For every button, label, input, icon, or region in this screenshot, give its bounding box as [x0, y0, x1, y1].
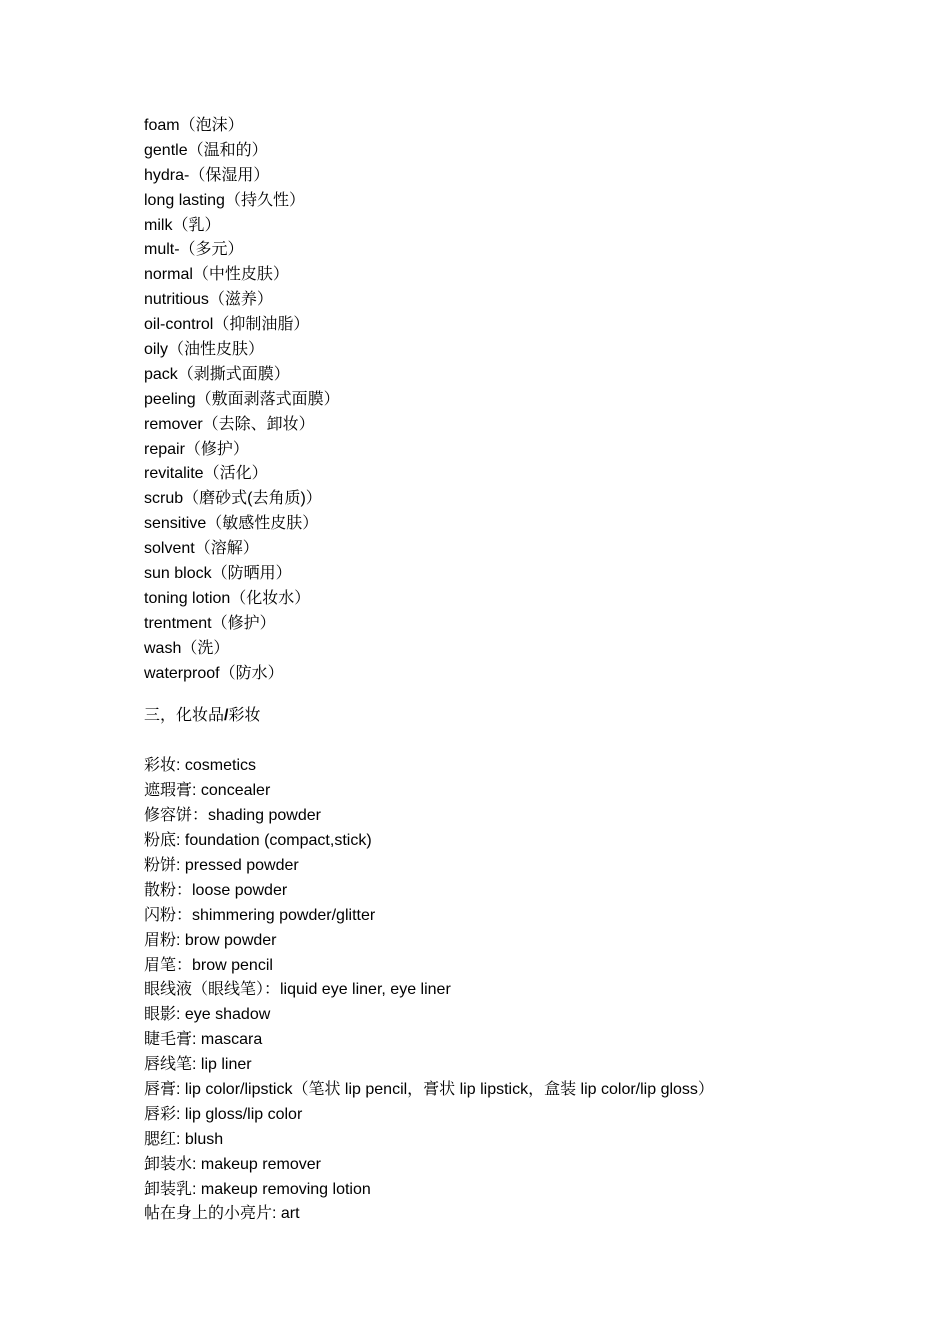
term-line: sun block（防晒用） [144, 565, 292, 583]
term-line: pack（剥撕式面膜） [144, 365, 290, 383]
cosmetics-term-list [144, 754, 904, 1227]
term-line: scrub（磨砂式(去角质)） [144, 490, 322, 508]
term-line: trentment（修护） [144, 614, 276, 632]
term-line: oil-control（抑制油脂） [144, 316, 310, 334]
term-line: remover（去除、卸妆） [144, 415, 315, 433]
cosmetics-line: 唇彩: lip gloss/lip color [144, 1105, 303, 1123]
cosmetics-line: 闪粉：shimmering powder/glitter [144, 906, 376, 924]
term-line: sensitive（敏感性皮肤） [144, 515, 319, 533]
term-line: oily（油性皮肤） [144, 341, 265, 359]
cosmetics-line: 唇线笔: lip liner [144, 1056, 252, 1074]
term-line: normal（中性皮肤） [144, 266, 289, 284]
cosmetics-line: 睫毛膏: mascara [144, 1031, 263, 1049]
term-line: repair（修护） [144, 440, 249, 458]
term-line: waterproof（防水） [144, 664, 284, 682]
term-line: toning lotion（化妆水） [144, 589, 311, 607]
section-heading-prefix: 三，化妆品 [144, 707, 225, 725]
section-heading-slash: / [224, 707, 229, 725]
term-line: gentle（温和的） [144, 141, 268, 159]
term-line: milk（乳） [144, 216, 221, 234]
term-line: peeling（敷面剥落式面膜） [144, 390, 340, 408]
cosmetics-line: 眼线液（眼线笔）：liquid eye liner, eye liner [144, 981, 451, 999]
term-line: wash（洗） [144, 639, 230, 657]
cosmetics-line: 卸装水: makeup remover [144, 1155, 321, 1173]
cosmetics-line: 修容饼：shading powder [144, 807, 321, 825]
term-line: mult-（多元） [144, 241, 244, 259]
cosmetics-line: 卸装乳: makeup removing lotion [144, 1180, 371, 1198]
cosmetics-line: 眉笔：brow pencil [144, 956, 273, 974]
cosmetics-line: 散粉：loose powder [144, 881, 288, 899]
cosmetics-line: 腮红: blush [144, 1130, 224, 1148]
cosmetics-line: 遮瑕膏: concealer [144, 782, 271, 800]
document-page [144, 114, 904, 1227]
term-line: long lasting（持久性） [144, 191, 305, 209]
skincare-term-list [144, 114, 904, 686]
cosmetics-line: 眉粉: brow powder [144, 931, 277, 949]
cosmetics-line: 帖在身上的小亮片: art [144, 1205, 300, 1223]
term-line: nutritious（滋养） [144, 291, 273, 309]
cosmetics-line: 彩妆: cosmetics [144, 757, 257, 775]
section-heading [144, 704, 904, 729]
section-heading-suffix: 彩妆 [228, 707, 261, 725]
term-line: solvent（溶解） [144, 540, 259, 558]
cosmetics-line: 唇膏: lip color/lipstick（笔状 lip pencil，膏状 lip lipstick，盒装 lip color/lip gloss） [144, 1080, 714, 1098]
term-line: foam（泡沫） [144, 117, 244, 134]
cosmetics-line: 眼影: eye shadow [144, 1006, 271, 1024]
term-line: hydra-（保湿用） [144, 166, 270, 184]
term-line: revitalite（活化） [144, 465, 268, 483]
cosmetics-line: 粉饼: pressed powder [144, 856, 299, 874]
cosmetics-line: 粉底: foundation (compact,stick) [144, 832, 372, 850]
